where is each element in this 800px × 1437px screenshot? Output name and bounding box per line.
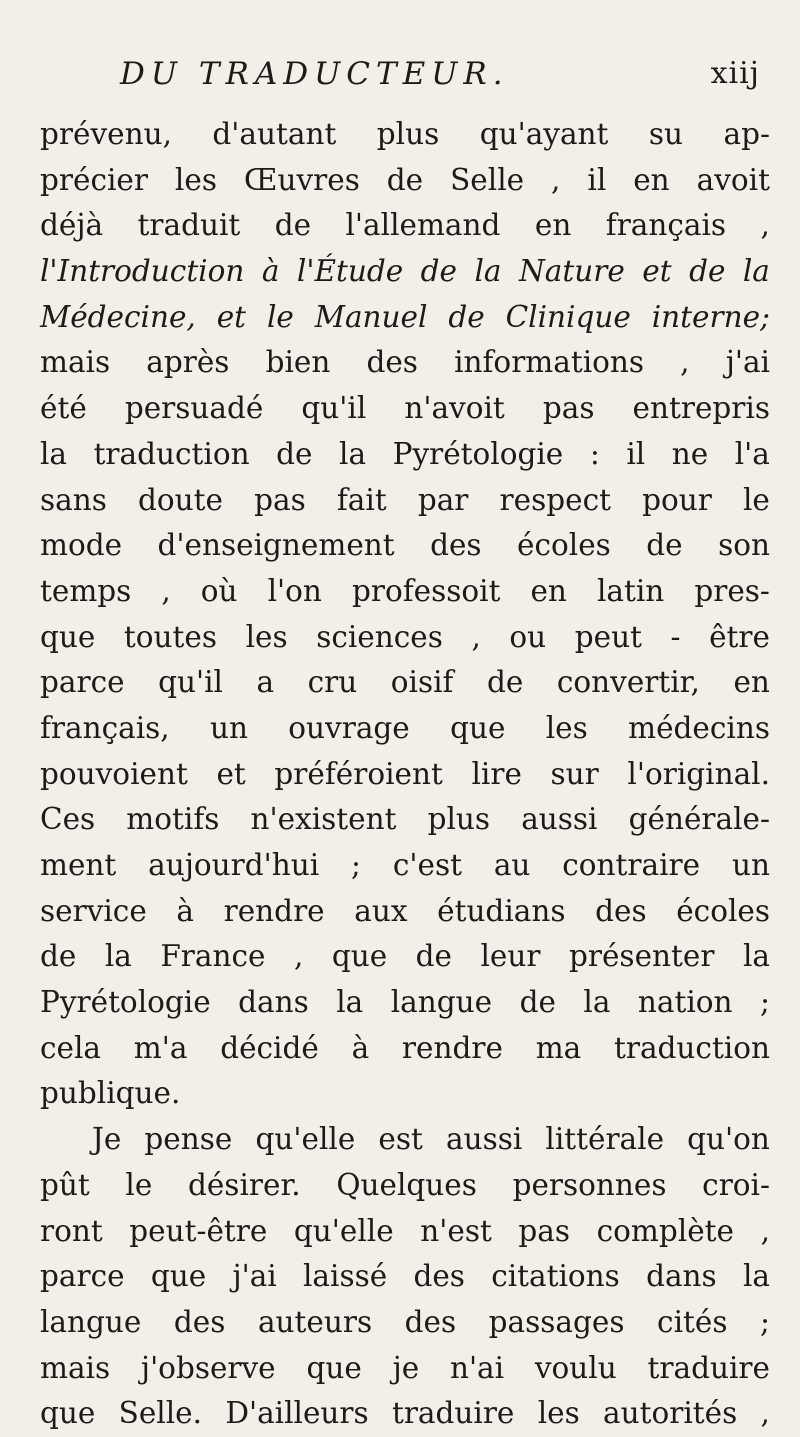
running-head [120,46,760,106]
text-line: précier les Œuvres de Selle , il en avoit [40,162,770,197]
text-line: mais j'observe que je n'ai voulu traduire [40,1350,770,1385]
text-line: la traduction de la Pyrétologie : il ne l'a [40,436,770,471]
text-line: publique. [40,1076,181,1111]
text-line: mode d'enseignement des écoles de son [40,528,770,563]
text-line: prévenu, d'autant plus qu'ayant su ap- [40,117,770,151]
text-line: parce qu'il a cru oisif de convertir, en [40,665,770,700]
text-line: pouvoient et préféroient lire sur l'original. [40,756,770,791]
text-line: langue des auteurs des passages cités ; [40,1304,770,1339]
text-line: déjà traduit de l'allemand en français , [40,208,770,243]
text-line: que toutes les sciences , ou peut - être [40,619,770,654]
text-line: Ces motifs n'existent plus aussi générale- [40,802,770,837]
text-line: pût le désirer. Quelques personnes croi- [40,1167,770,1202]
text-line: Médecine, et le Manuel de Clinique interne; [40,299,770,334]
text-line: ment aujourd'hui ; c'est au contraire un [40,848,770,882]
text-line: ront peut-être qu'elle n'est pas complète , [40,1213,770,1248]
text-line: service à rendre aux étudians des écoles [40,893,770,928]
text-line: de la France , que de leur présenter la [40,939,770,974]
text-line: sans doute pas fait par respect pour le [40,482,770,517]
text-line: l'Introduction à l'Étude de la Nature et de la [40,254,770,289]
text-line: Pyrétologie dans la langue de la nation ; [40,985,770,1020]
text-line: parce que j'ai laissé des citations dans la [40,1259,770,1294]
running-head-title: DU TRADUCTEUR. [120,56,509,92]
page-number: xiij [710,56,760,91]
text-line: été persuadé qu'il n'avoit pas entrepris [40,391,770,426]
text-line: mais après bien des informations , j'ai [40,345,770,380]
text-line: temps , où l'on professoit en latin pres- [40,573,770,608]
text-line: que Selle. D'ailleurs traduire les autorités , [40,1396,770,1431]
body-text [40,112,770,1437]
text-line: cela m'a décidé à rendre ma traduction [40,1030,770,1065]
text-line: Je pense qu'elle est aussi littérale qu'on [92,1122,770,1157]
text-line: français, un ouvrage que les médecins [40,710,770,745]
